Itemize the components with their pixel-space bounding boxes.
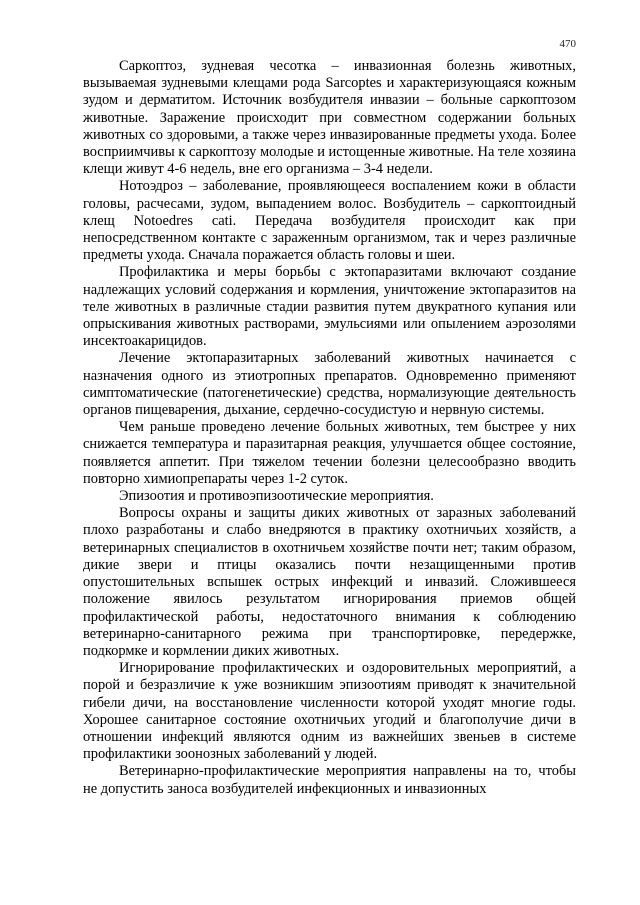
document-body — [83, 58, 576, 798]
paragraph-neglect-consequences: Игнорирование профилактических и оздоровительных мероприятий, а порой и безразличие к уже возникшим эпизоотиям приводят к значительной гибели дичи, на восстановление численности которой уходят многие годы. Хорошее санитарное состояние охотничьих угодий и благополучие дичи в отношении инфекций являются одним из важнейших звеньев в системе профилактики зоонозных заболеваний у людей. — [83, 660, 576, 763]
paragraph-prevention: Профилактика и меры борьбы с эктопаразитами включают создание надлежащих условий содержания и кормления, уничтожение эктопаразитов на теле животных в различные стадии развития путем двукратного купания или опрыскивания животных растворами, эмульсиями или опылением аэрозолями инсектоакарицидов. — [83, 264, 576, 350]
paragraph-veterinary-measures: Ветеринарно-профилактические мероприятия направлены на то, чтобы не допустить заноса возбудителей инфекционных и инвазионных — [83, 763, 576, 797]
paragraph-section-heading: Эпизоотия и противоэпизоотические мероприятия. — [119, 488, 434, 505]
paragraph-notoedrosis: Нотоэдроз – заболевание, проявляющееся воспалением кожи в области головы, расчесами, зудом, выпадением волос. Возбудитель – саркоптоидный клещ Notoedres cati. Передача возбудителя происходит как при непосредственном контакте с зараженным организмом, так и через различные предметы ухода. Сначала поражается область головы и шеи. — [83, 178, 576, 264]
paragraph-sarcoptosis: Саркоптоз, зудневая чесотка – инвазионная болезнь животных, вызываемая зудневыми клещами рода Sarcoptes и характеризующаяся кожным зудом и дерматитом. Источник возбудителя инвазии – больные саркоптозом животные. Заражение происходит при совместном содержании больных животных со здоровыми, а также через инвазированные предметы ухода. Более восприимчивы к саркоптозу молодые и истощенные животные. На теле хозяина клещи живут 4-6 недель, вне его организма – 3-4 недели. — [83, 58, 577, 178]
paragraph-treatment-timing: Чем раньше проведено лечение больных животных, тем быстрее у них снижается температура и паразитарная реакция, улучшается общее состояние, появляется аппетит. При тяжелом течении болезни целесообразно вводить повторно химиопрепараты через 1-2 суток. — [83, 419, 576, 487]
paragraph-treatment: Лечение эктопаразитарных заболеваний животных начинается с назначения одного из этиотропных препаратов. Одновременно применяют симптоматические (патогенетические) средства, нормализующие деятельность органов пищеварения, дыхание, сердечно-сосудистую и нервную системы. — [83, 350, 576, 419]
paragraph-wildlife-protection: Вопросы охраны и защиты диких животных от заразных заболеваний плохо разработаны и слабо внедряются в практику охотничьих хозяйств, а ветеринарных специалистов в охотничьем хозяйстве почти нет; таким образом, дикие звери и птицы оказались почти незащищенными против опустошительных вспышек острых инфекций и инвазий. Сложившееся положение явилось результатом игнорирования приемов общей профилактической работы, недостаточного внимания к соблюдению ветеринарно-санитарного режима при транспортировке, передержке, подкормке и кормлении диких животных. — [83, 505, 576, 659]
page-number: 470 — [559, 38, 576, 50]
